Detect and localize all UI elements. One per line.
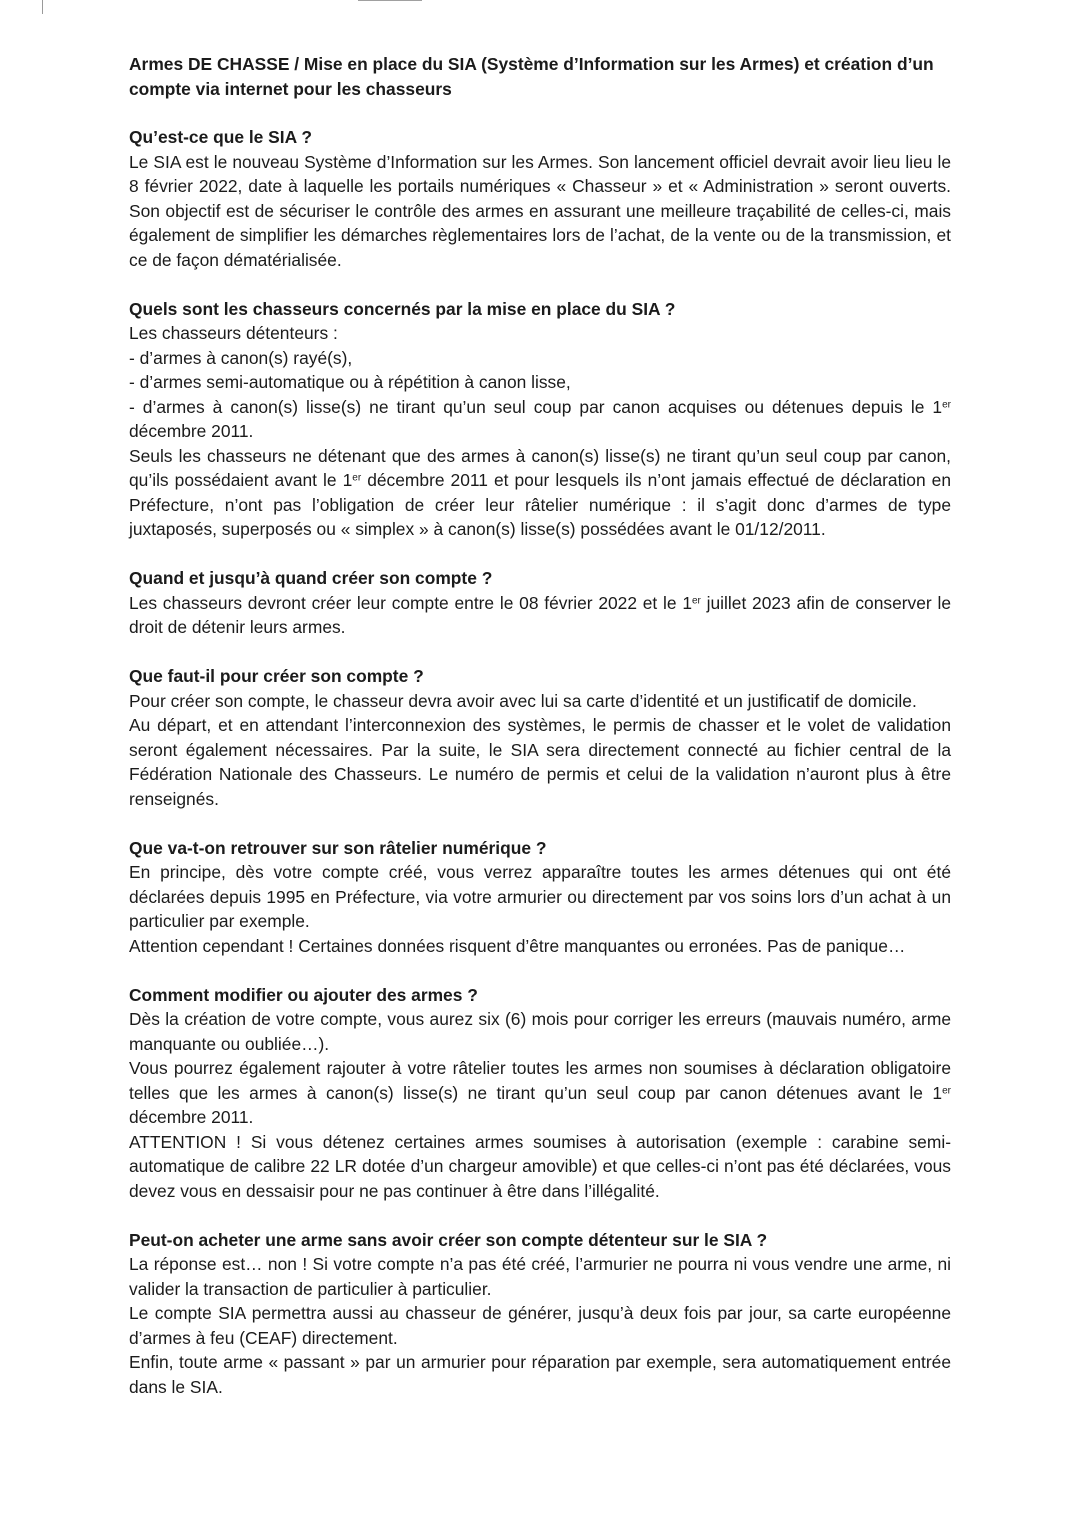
faq-section	[129, 566, 951, 640]
document-title: Armes DE CHASSE / Mise en place du SIA (Système d’Information sur les Armes) et création d’un compte via internet pour les chasseurs	[129, 54, 934, 99]
paragraph: Seuls les chasseurs ne détenant que des armes à canon(s) lisse(s) ne tirant qu’un seul coup par canon, qu’ils possédaient avant le 1er décembre 2011 et pour lesquels ils n’ont jamais effectué de déclaration en Préfecture, n’ont pas l’obligation de créer leur râtelier numérique : il s’agit donc d’armes de type juxtaposés, superposés ou « simplex » à canon(s) lisse(s) possédées avant le 01/12/2011.	[129, 445, 951, 539]
section-heading: Que va-t-on retrouver sur son râtelier numérique ?	[129, 837, 547, 858]
paragraph: En principe, dès votre compte créé, vous verrez apparaître toutes les armes détenues qui ont été déclarées depuis 1995 en Préfecture, via votre armurier ou directement par vos soins lors d’un achat à un particulier par exemple.	[129, 862, 951, 931]
paragraph: Au départ, et en attendant l’interconnexion des systèmes, le permis de chasser et le volet de validation seront également nécessaires. Par la suite, le SIA sera directement connecté au fichier central de la Fédération Nationale des Chasseurs. Le numéro de permis et celui de la validation n’auront plus à être renseignés.	[129, 715, 951, 809]
paragraph: Attention cependant ! Certaines données risquent d’être manquantes ou erronées. Pas de panique…	[129, 935, 906, 956]
document-body	[129, 125, 951, 1399]
paragraph: Enfin, toute arme « passant » par un armurier pour réparation par exemple, sera automatiquement entrée dans le SIA.	[129, 1352, 951, 1397]
scan-edge-mark	[358, 0, 422, 1]
section-heading: Quels sont les chasseurs concernés par la mise en place du SIA ?	[129, 298, 676, 319]
paragraph: Dès la création de votre compte, vous aurez six (6) mois pour corriger les erreurs (mauvais numéro, arme manquante ou oubliée…).	[129, 1009, 951, 1054]
paragraph: Le SIA est le nouveau Système d’Information sur les Armes. Son lancement officiel devrait avoir lieu lieu le 8 février 2022, date à laquelle les portails numériques « Chasseur » et « Administration » seront ouverts. Son objectif est de sécuriser le contrôle des armes en assurant une meilleure traçabilité de celles-ci, mais également de simplifier les démarches règlementaires lors de l’achat, de la vente ou de la transmission, et ce de façon dématérialisée.	[129, 151, 951, 270]
paragraph: Le compte SIA permettra aussi au chasseur de générer, jusqu’à deux fois par jour, sa carte européenne d’armes à feu (CEAF) directement.	[129, 1303, 951, 1348]
paragraph: - d’armes à canon(s) lisse(s) ne tirant qu’un seul coup par canon acquises ou détenues depuis le 1er décembre 2011.	[129, 396, 951, 441]
scan-edge-mark	[42, 0, 43, 14]
paragraph: La réponse est… non ! Si votre compte n’a pas été créé, l’armurier ne pourra ni vous vendre une arme, ni valider la transaction de particulier à particulier.	[129, 1254, 951, 1299]
section-heading: Peut-on acheter une arme sans avoir créer son compte détenteur sur le SIA ?	[129, 1229, 768, 1250]
faq-section	[129, 1228, 951, 1400]
paragraph: Les chasseurs détenteurs :	[129, 323, 338, 343]
section-heading: Que faut-il pour créer son compte ?	[129, 666, 424, 686]
document-page	[129, 52, 951, 1424]
paragraph: ATTENTION ! Si vous détenez certaines armes soumises à autorisation (exemple : carabine semi-automatique de calibre 22 LR dotée d’un chargeur amovible) et que celles-ci n’ont pas été déclarées, vous devez vous en dessaisir pour ne pas continuer à être dans l’illégalité.	[129, 1131, 951, 1201]
faq-section	[129, 983, 951, 1204]
section-heading: Qu’est-ce que le SIA ?	[129, 127, 312, 147]
faq-section	[129, 836, 951, 959]
section-heading: Quand et jusqu’à quand créer son compte ?	[129, 568, 493, 588]
faq-section	[129, 125, 951, 272]
paragraph: Les chasseurs devront créer leur compte entre le 08 février 2022 et le 1er juillet 2023 afin de conserver le droit de détenir leurs armes.	[129, 592, 951, 637]
faq-section	[129, 297, 951, 542]
section-heading: Comment modifier ou ajouter des armes ?	[129, 984, 478, 1005]
paragraph: - d’armes semi-automatique ou à répétition à canon lisse,	[129, 372, 571, 392]
paragraph: Pour créer son compte, le chasseur devra avoir avec lui sa carte d’identité et un justificatif de domicile.	[129, 690, 917, 711]
faq-section	[129, 664, 951, 811]
paragraph: - d’armes à canon(s) rayé(s),	[129, 347, 353, 368]
paragraph: Vous pourrez également rajouter à votre râtelier toutes les armes non soumises à déclaration obligatoire telles que les armes à canon(s) lisse(s) ne tirant qu’un seul coup par canon détenues avant le 1er décembre 2011.	[129, 1058, 951, 1127]
